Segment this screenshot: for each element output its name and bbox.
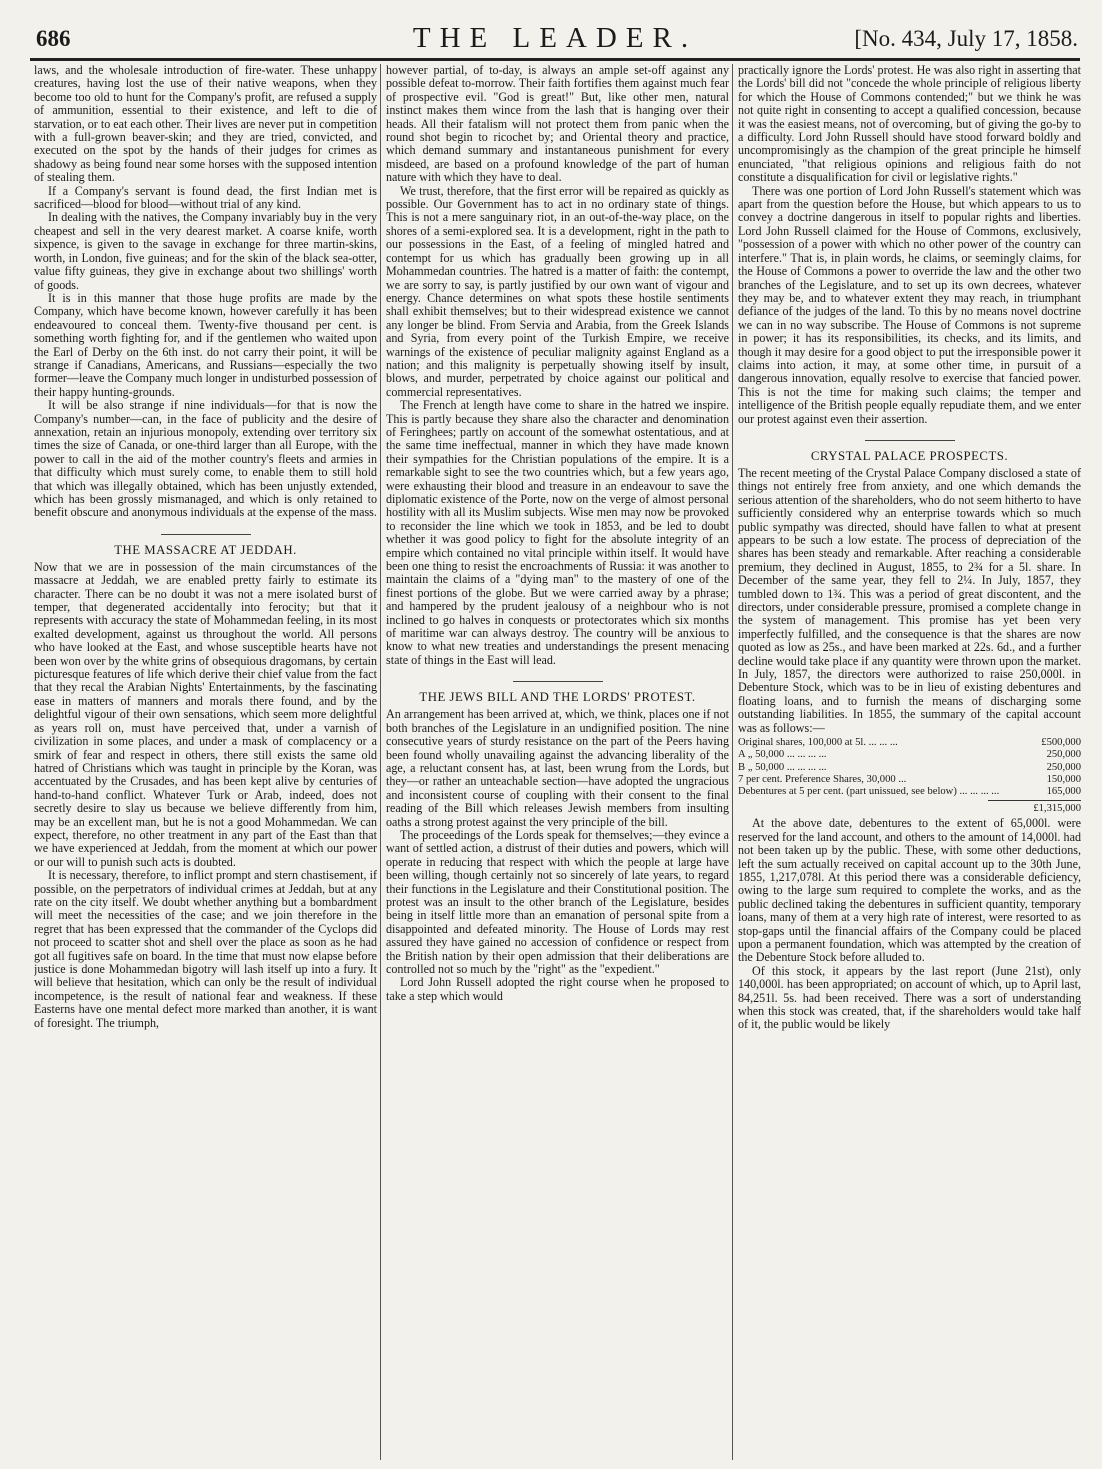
paragraph: Now that we are in possession of the main circumstances of the massacre at Jeddah, we are enabled pretty fairly to estimate its character. There can be no doubt it was not a mere isolated burst of temper, that degenerated accidentally into ferocity; but that it represents with accuracy the state of Mohammedan feeling, in its most exalted development, against us throughout the world. All persons who have looked at the East, and whose susceptible hearts have not been won over by the white grins of obsequious dragomans, by certain picturesque features of life which derive their chief value from the fact that they recal the Arabian Nights' Entertainments, by the fascinating ease in matters of manners and morals there found, and by the delightful vigour of their own sensations, which seem more delightful as years roll on, must have perceived that, under a varnish of civilization in some places, and under a mask of complacency or a smirk of fear and respect in others, there still exists the same old hatred of Christians which was taught in principle by the Koran, was accentuated by the Crusades, and has been kept alive by centuries of hand-to-hand conflict. Whatever Turk or Arab, indeed, does not secretly desire to slay us because we believe differently from him, may be an excellent man, but he is not a good Mohammedan. We can expect, therefore, no other treatment in any part of the East than that we have experienced at Jeddah, from the moment at which our power or our will to punish such acts is doubted. bbox=[34, 559, 377, 869]
paragraph: laws, and the wholesale introduction of fire-water. These unhappy creatures, having lost the use of their native weapons, when they become too old to hunt for the Company's profit, are refused a supply of ammunition, essential to their existence, and left to die of starvation, or to eat each other. Their lives are never put in competition with a full-grown beaver-skin; and they are tried, convicted, and executed on the spot by the hands of their judges for crimes as shadowy as being found near some horses with the supposed intention of stealing them. bbox=[34, 64, 377, 185]
section-divider bbox=[161, 534, 251, 535]
table-row bbox=[738, 737, 1081, 749]
paragraph: It will be also strange if nine individuals—for that is now the Company's number—can, in the face of publicity and the desire of annexation, retain an injurious monopoly, extending over territory six times the size of Canada, or one-third larger than all Europe, with the power to call in the aid of the mother country's fleets and armies in that difficulty which must surely come, to enable them to still hold that which was illegally obtained, which has been unjustly extended, which has been grossly mismanaged, and which is only retained to benefit obscure and anonymous individuals at the expense of the mass. bbox=[34, 398, 377, 520]
paragraph: The proceedings of the Lords speak for themselves;—they evince a want of settled action, a distrust of their duties and powers, which will operate in reducing that respect with which the people at large have been willing, though certainly not so sincerely of late years, to regard their functions in the Legislature and their Constitutional position. The protest was an insult to the other branch of the Legislature, besides being in itself little more than an emanation of personal spite from a disappointed and defeated minority. The House of Lords may rest assured they have gained no accession of confidence or respect from the British nation by their open admission that their deliberations are controlled not so much by the "right" as the "expedient." bbox=[386, 827, 729, 976]
paragraph: Of this stock, it appears by the last report (June 21st), only 140,000l. has been appropriated; on account of which, up to April last, 84,251l. 5s. had been received. There was a sort of understanding when this stock was created, that, if the shareholders would take half of it, the public would be likely bbox=[738, 963, 1081, 1032]
masthead bbox=[30, 14, 1080, 61]
paragraph: At the above date, debentures to the extent of 65,000l. were reserved for the land account, and others to the amount of 14,000l. had not been taken up by the public. These, with some other deductions, left the sum actually received on capital account up to the 30th June, 1855, 1,217,078l. At this period there was a considerable deficiency, owing to the large sum required to complete the works, and as the public declined taking the debentures in sufficient quantity, temporary loans, many of them at a very high rate of interest, were resorted to as stop-gaps until the financial affairs of the Company could be placed upon a permanent foundation, which was attempted by the creation of the Debenture Stock before alluded to. bbox=[738, 816, 1081, 965]
newspaper-title: THE LEADER. bbox=[412, 22, 698, 54]
table-row bbox=[738, 774, 1081, 786]
account-label: Original shares, 100,000 at 5l. ... ... ... bbox=[738, 737, 898, 749]
capital-account-table bbox=[738, 737, 1081, 815]
table-row bbox=[738, 762, 1081, 774]
paragraph: Lord John Russell adopted the right course when he proposed to take a step which would bbox=[386, 975, 729, 1003]
column-1 bbox=[34, 64, 377, 1460]
account-value: 250,000 bbox=[1046, 761, 1081, 773]
paragraph: In dealing with the natives, the Company invariably buy in the very cheapest and sell in the very dearest market. A coarse knife, worth sixpence, is given to the savage in exchange for three martin-skins, worth, in London, five guineas; and for the skin of the black sea-otter, value fifty guineas, they give in exchange about two shillings' worth of goods. bbox=[34, 210, 377, 292]
account-label: Debentures at 5 per cent. (part unissued, see below) ... ... ... ... bbox=[738, 785, 1000, 797]
paragraph: It is necessary, therefore, to inflict prompt and stern chastisement, if possible, on the perpetrators of individual crimes at Jeddah, but at any rate on the city itself. We doubt whether anything but a bombardment will meet the necessities of the case; and we join therefore in the regret that has been expressed that the commander of the Cyclops did not proceed to scatter shot and shell over the place as soon as he had got all fugitives safe on board. In the time that must now elapse before justice is done Mohammedan bigotry will lash itself up into a fury. It will believe that hesitation, which can only be the result of individual incompetence, is the result of national fear and weakness. If these Easterns have one mental defect more marked than another, it is want of foresight. The triumph, bbox=[34, 868, 377, 1030]
article-heading-massacre-at-jeddah: THE MASSACRE AT JEDDAH. bbox=[114, 542, 297, 557]
table-row bbox=[738, 749, 1081, 761]
column-rule bbox=[732, 64, 733, 1460]
paragraph: however partial, of to-day, is always an ample set-off against any possible defeat to-morrow. Their faith fortifies them against much fear of prospective evil. "God is great!" But, like other men, natural instinct makes them wince from the lash that is hanging over their heads. All their fatalism will not protect them from panic when the round shot begin to ricochet by; and Oriental theory and practice, which demand summary and instantaneous punishment for every misdeed, are based on a profound knowledge of the part of human nature with which they have to deal. bbox=[386, 64, 729, 185]
paragraph: The French at length have come to share in the hatred we inspire. This is partly because they share also the character and denomination of Feringhees; partly on account of the somewhat ostentatious, and at the same time ineffectual, manner in which they have made known their sympathies for the Christian populations of the empire. It is a remarkable sight to see the two countries which, but a few years ago, were exhausting their blood and treasure in an endeavour to save the diplomatic existence of the Porte, now on the verge of almost personal hostility with all its Muslim subjects. Wise men may now be provoked to reconsider the line which we took in 1853, and be led to doubt whether it was good policy to fight for the absolute integrity of an empire which contained no vital principle within itself. It would have been one thing to resist the encroachments of Russia: it was another to maintain the claims of a "dying man" to the mastery of one of the finest portions of the globe. But we were carried away by a phrase; and hampered by the prudent jealousy of a neighbour who is not inclined to go halves in conquests or protectorates which six months of maritime war can always destroy. The country will be anxious to know to what new treaties and understandings the present menacing state of things in the East will lead. bbox=[386, 398, 729, 667]
account-value: 250,000 bbox=[1046, 749, 1081, 761]
account-value: 150,000 bbox=[1046, 773, 1081, 785]
table-row bbox=[738, 786, 1081, 798]
page-number: 686 bbox=[36, 26, 71, 51]
account-label: B „ 50,000 ... ... ... ... bbox=[738, 761, 827, 773]
paragraph: The recent meeting of the Crystal Palace Company disclosed a state of things not entirely free from anxiety, and one which demands the serious attention of the shareholders, who do not seem hitherto to have sufficiently considered why an enterprise towards which so much public sympathy was directed, should have fallen to what at present appears to be such a low estate. The process of depreciation of the shares has been steady and remarkable. After reaching a considerable premium, they declined in August, 1855, to 2¾ for a 5l. share. In December of the same year, they fell to 2¼. In July, 1857, they tumbled down to 1¾. This was a period of great discontent, and the directors, under considerable pressure, promised a complete change in the system of management. This promise has yet been very imperfectly fulfilled, and the consequence is that the shares are now quoted as low as 25s., and have been marked at 22s. 6d., and a further decline would take place if any quantity were thrown upon the market. In July, 1857, the directors were authorized to raise 250,000l. in Debenture Stock, which was to be in lieu of existing debentures and floating loans, and to furnish the means of discharging some outstanding liabilities. In 1855, the summary of the capital account was as follows:— bbox=[738, 465, 1081, 735]
article-heading-jews-bill: THE JEWS BILL AND THE LORDS' PROTEST. bbox=[419, 690, 696, 705]
account-total bbox=[988, 800, 1081, 815]
section-divider bbox=[865, 440, 955, 441]
paragraph: practically ignore the Lords' protest. He was also right in asserting that the Lords' bill did not "concede the whole principle of religious liberty for which the House of Commons contended;" but we think he was not quite right in consenting to accept a qualified concession, because it was the easiest means, not of overcoming, but of giving the go-by to a difficulty. Lord John Russell should have stood forward boldly and uncompromisingly as the champion of the great principle he himself enunciated, "that religious opinions and religious faith do not constitute a disqualification for civil or legislative rights." bbox=[738, 64, 1081, 185]
paragraph: It is in this manner that those huge profits are made by the Company, which have become known, however carefully it has been endeavoured to conceal them. Twenty-five thousand per cent. is something worth fighting for, and if the gentlemen who waited upon the Earl of Derby on the 6th inst. do not carry their point, it will be strange if Canadians, Americans, and Russians—especially the two former—leave the Company much longer in undisturbed possession of their happy hunting-grounds. bbox=[34, 290, 377, 399]
paragraph: An arrangement has been arrived at, which, we think, places one if not both branches of the Legislature in an undignified position. The nine consecutive years of sturdy resistance on the part of the Peers having been found wholly unavailing against the advancing liberality of the age, a reluctant consent has, at last, been wrung from the Lords, but they—or rather an unteachable section—have adopted the ungracious and inconsistent course of coupling with their consent to the final reading of the Bill which releases Jewish members from insulting oaths a strong protest against the very principle of the bill. bbox=[386, 707, 729, 829]
section-divider bbox=[513, 681, 603, 682]
paragraph: We trust, therefore, that the first error will be repaired as quickly as possible. Our Government has to act in no ordinary state of things. This is not a mere sanguinary riot, in an out-of-the-way place, on the shores of a semi-explored sea. It is a development, right in the path to our possessions in the East, of a feeling of mingled hatred and contempt for us which has gradually been growing up in all Mohammedan countries. The hatred is a matter of faith: the contempt, we are sorry to say, is partly justified by our own want of vigour and energy. Chance determines on what spots these hostile sentiments shall exhibit themselves; but to their widespread existence we cannot any longer be blind. From Servia and Arabia, from the Greek Islands and Syria, from every point of the Turkish Empire, we receive warnings of the existence of peculiar malignity against England as a nation; and this malignity is perpetually showing itself by insult, blows, and murder, perpetrated by choice against our political and commercial representatives. bbox=[386, 183, 729, 399]
paragraph: There was one portion of Lord John Russell's statement which was apart from the question before the House, but which appears to us to convey a doctrine dangerous in itself to popular rights and liberties. Lord John Russell claimed for the House of Commons, exclusively, "possession of a power with which no other power of the country can interfere." That is, in plain words, he claims, or seemingly claims, for the House of Commons a power to override the law and the other two branches of the Legislature, and to set up its own decrees, whatever they may be, and to whatever extent they may reach, in triumphant defiance of the judges of the land. To this by no means novel doctrine we can in no way subscribe. The House of Commons is not supreme in power; it has its responsibilities, its checks, and its limits, and though it may desire for a good object to put the irresponsible power it claims into action, it may, at some other time, in pursuit of a dangerous innovation, equally resolve to exercise that fancied power. This is not the time for making such claims; the temper and intelligence of the British people equally repudiate them, and we enter our protest against even their assertion. bbox=[738, 183, 1081, 426]
account-value: 165,000 bbox=[1046, 785, 1081, 797]
column-rule bbox=[380, 64, 381, 1460]
issue-date: [No. 434, July 17, 1858. bbox=[854, 26, 1078, 51]
account-label: A „ 50,000 ... ... ... ... bbox=[738, 749, 827, 761]
account-value: £500,000 bbox=[1041, 737, 1081, 749]
article-heading-crystal-palace: CRYSTAL PALACE PROSPECTS. bbox=[810, 448, 1009, 463]
paragraph: If a Company's servant is found dead, the first Indian met is sacrificed—blood for blood—without trial of any kind. bbox=[34, 183, 377, 212]
account-label: 7 per cent. Preference Shares, 30,000 ... bbox=[738, 773, 907, 785]
column-2 bbox=[386, 64, 729, 1460]
account-total-value: £1,315,000 bbox=[1033, 803, 1081, 815]
column-3 bbox=[738, 64, 1081, 1460]
